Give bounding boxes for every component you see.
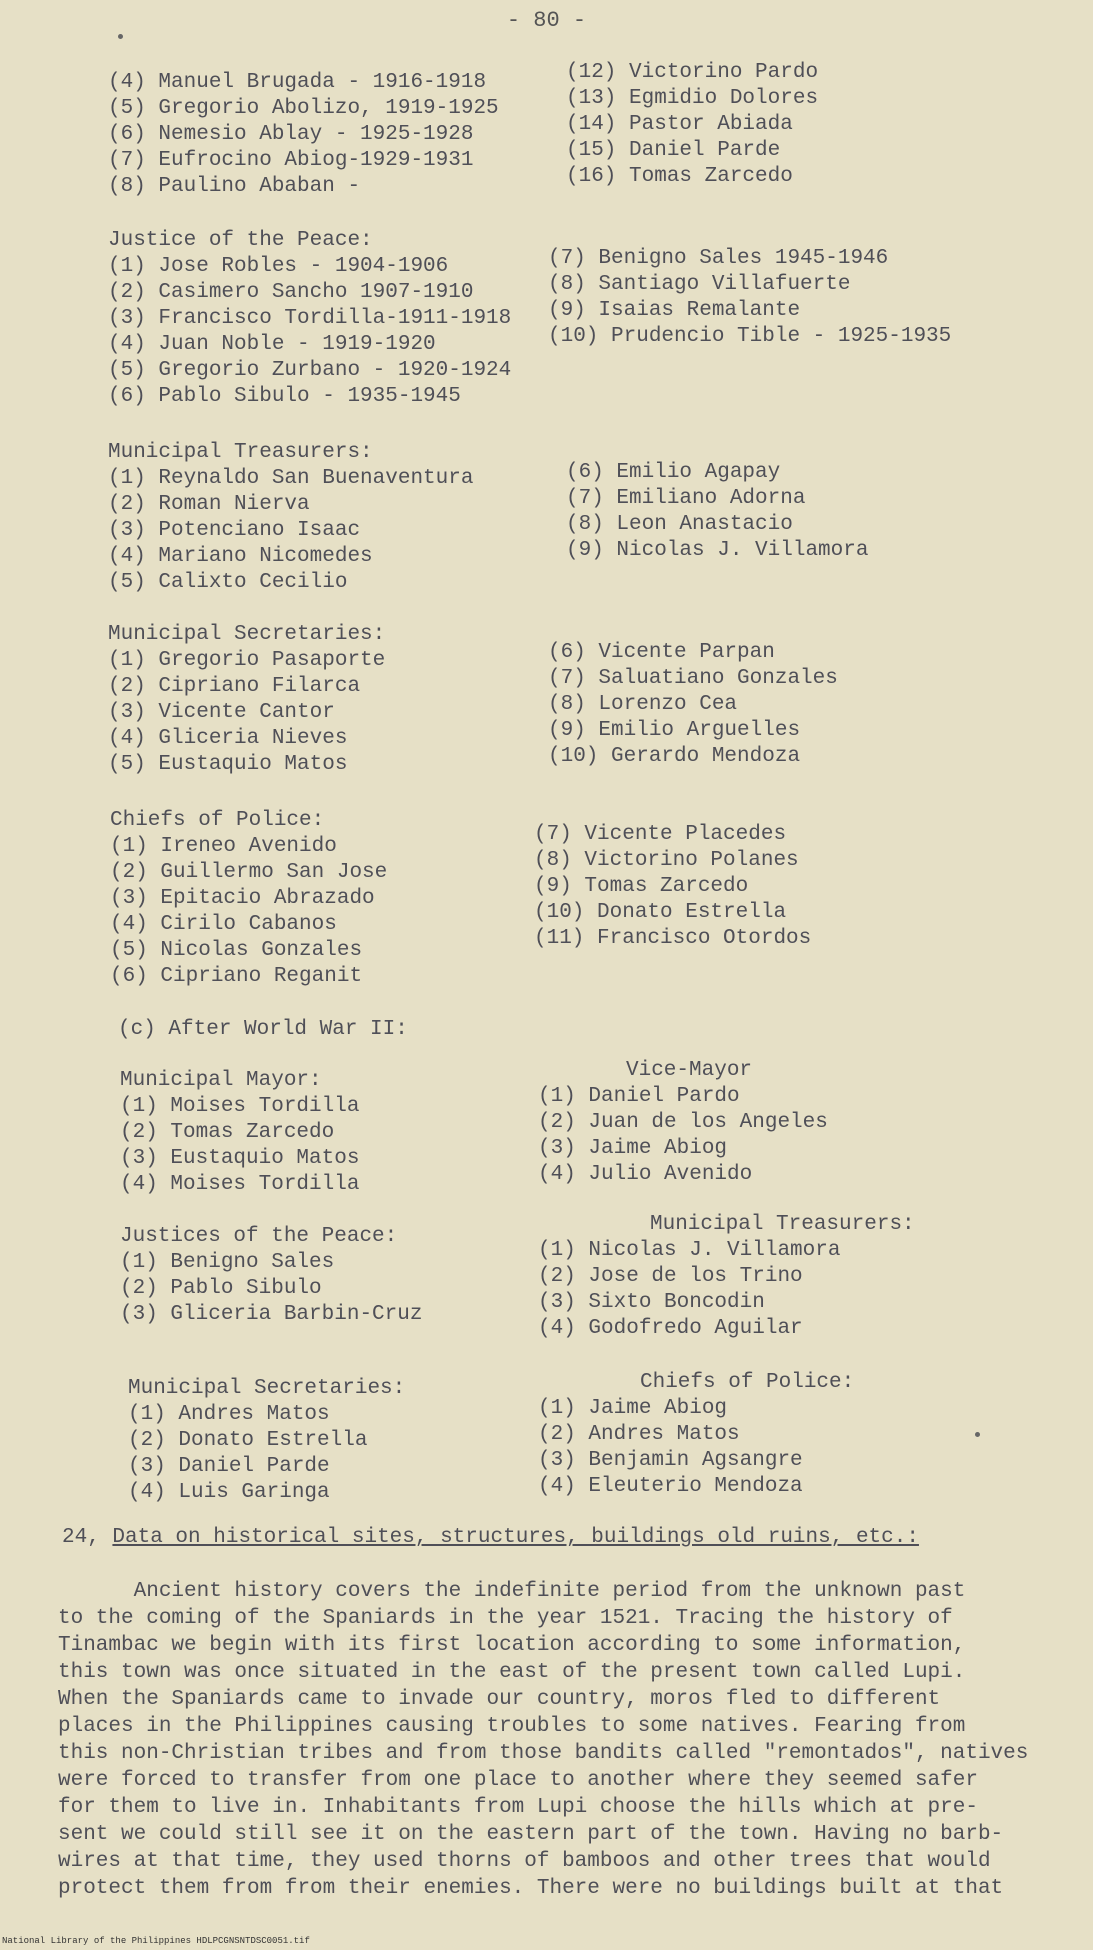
list-item: (2) Pablo Sibulo <box>120 1277 322 1300</box>
treasurers-before-left <box>108 440 473 596</box>
mayors-before-right <box>566 60 818 190</box>
list-item: (9) Emilio Arguelles <box>548 719 801 742</box>
section-heading: Municipal Treasurers: <box>108 441 373 464</box>
list-item: (15) Daniel Parde <box>566 139 781 162</box>
list-item: (8) Santiago Villafuerte <box>548 273 851 296</box>
list-item: (9) Nicolas J. Villamora <box>566 539 869 562</box>
list-item: (5) Nicolas Gonzales <box>110 939 363 962</box>
list-item: (4) Juan Noble - 1919-1920 <box>108 333 436 356</box>
list-item: (2) Casimero Sancho 1907-1910 <box>108 281 474 304</box>
list-item: (1) Moises Tordilla <box>120 1095 360 1118</box>
list-item: (4) Mariano Nicomedes <box>108 545 373 568</box>
list-item: (6) Nemesio Ablay - 1925-1928 <box>108 123 474 146</box>
text-line: wires at that time, they used thorns of bamboos and other trees that would <box>58 1850 991 1873</box>
treasurers-after <box>538 1212 915 1342</box>
secretaries-after <box>128 1376 405 1506</box>
list-item: (8) Paulino Ababan - <box>108 175 361 198</box>
text-line: this non-Christian tribes and from those bandits called "remontados", natives <box>58 1742 1029 1765</box>
text-line: When the Spaniards came to invade our country, moros fled to different <box>58 1688 941 1711</box>
text-line: Ancient history covers the indefinite period from the unknown past <box>58 1580 966 1603</box>
vice-mayor-after <box>538 1058 828 1188</box>
text-line: were forced to transfer from one place to another where they seemed safer <box>58 1769 978 1792</box>
after-war-heading: (c) After World War II: <box>118 1018 408 1041</box>
list-item: (4) Godofredo Aguilar <box>538 1317 803 1340</box>
list-item: (9) Isaias Remalante <box>548 299 801 322</box>
police-before-right <box>534 822 811 952</box>
list-item: (1) Jose Robles - 1904-1906 <box>108 255 449 278</box>
section-heading: Justice of the Peace: <box>108 229 373 252</box>
police-before-left <box>110 808 387 990</box>
list-item: (1) Reynaldo San Buenaventura <box>108 467 474 490</box>
section-number: 24, <box>62 1526 100 1549</box>
list-item: (4) Gliceria Nieves <box>108 727 348 750</box>
list-item: (5) Calixto Cecilio <box>108 571 348 594</box>
page-number: - 80 - <box>506 8 587 33</box>
list-item: (3) Jaime Abiog <box>538 1137 728 1160</box>
list-item: (4) Cirilo Cabanos <box>110 913 337 936</box>
list-item: (7) Vicente Placedes <box>534 823 787 846</box>
mayor-after <box>120 1068 359 1198</box>
text-line: for them to live in. Inhabitants from Lupi choose the hills which at pre- <box>58 1796 978 1819</box>
list-item: (14) Pastor Abiada <box>566 113 793 136</box>
list-item: (3) Sixto Boncodin <box>538 1291 765 1314</box>
list-item: (4) Eleuterio Mendoza <box>538 1475 803 1498</box>
secretaries-before-right <box>548 640 838 770</box>
list-item: (11) Francisco Otordos <box>534 927 812 950</box>
list-item: (1) Gregorio Pasaporte <box>108 649 386 672</box>
list-item: (6) Vicente Parpan <box>548 641 775 664</box>
list-item: (4) Moises Tordilla <box>120 1173 360 1196</box>
list-item: (2) Cipriano Filarca <box>108 675 361 698</box>
list-item: (3) Eustaquio Matos <box>120 1147 360 1170</box>
list-item: (6) Cipriano Reganit <box>110 965 363 988</box>
text-line: Tinambac we begin with its first location according to some information, <box>58 1634 966 1657</box>
list-item: (7) Saluatiano Gonzales <box>548 667 838 690</box>
list-item: (5) Eustaquio Matos <box>108 753 348 776</box>
list-item: (4) Manuel Brugada - 1916-1918 <box>108 71 487 94</box>
section-heading: Municipal Secretaries: <box>108 623 386 646</box>
list-item: (3) Benjamin Agsangre <box>538 1449 803 1472</box>
list-item: (4) Luis Garinga <box>128 1481 330 1504</box>
section-heading: Municipal Mayor: <box>120 1069 322 1092</box>
section-heading: Chiefs of Police: <box>110 809 325 832</box>
list-item: (2) Andres Matos <box>538 1423 740 1446</box>
text-line: sent we could still see it on the eastern part of the town. Having no barb- <box>58 1823 1004 1846</box>
list-item: (10) Donato Estrella <box>534 901 787 924</box>
justice-before-right <box>548 246 951 350</box>
section-24-heading <box>62 1526 919 1549</box>
list-item: (2) Donato Estrella <box>128 1429 368 1452</box>
list-item: (12) Victorino Pardo <box>566 61 819 84</box>
list-item: (2) Guillermo San Jose <box>110 861 388 884</box>
list-item: (3) Vicente Cantor <box>108 701 335 724</box>
section-heading: Justices of the Peace: <box>120 1225 398 1248</box>
secretaries-before-left <box>108 622 385 778</box>
list-item: (4) Julio Avenido <box>538 1163 753 1186</box>
treasurers-before-right <box>566 460 868 564</box>
list-item: (8) Victorino Polanes <box>534 849 799 872</box>
list-item: (8) Lorenzo Cea <box>548 693 738 716</box>
list-item: (6) Emilio Agapay <box>566 461 781 484</box>
list-item: (9) Tomas Zarcedo <box>534 875 749 898</box>
list-item: (1) Benigno Sales <box>120 1251 335 1274</box>
police-after <box>538 1370 854 1500</box>
section-title: Data on historical sites, structures, buildings old ruins, etc.: <box>112 1526 919 1549</box>
list-item: (7) Emiliano Adorna <box>566 487 806 510</box>
list-item: (2) Tomas Zarcedo <box>120 1121 335 1144</box>
text-line: this town was once situated in the east of the present town called Lupi. <box>58 1661 966 1684</box>
ink-speck <box>975 1432 980 1437</box>
list-item: (1) Jaime Abiog <box>538 1397 728 1420</box>
list-item: (5) Gregorio Zurbano - 1920-1924 <box>108 359 512 382</box>
list-item: (16) Tomas Zarcedo <box>566 165 793 188</box>
ink-speck <box>118 34 123 39</box>
list-item: (3) Potenciano Isaac <box>108 519 361 542</box>
list-item: (1) Daniel Pardo <box>538 1085 740 1108</box>
list-item: (3) Gliceria Barbin-Cruz <box>120 1303 423 1326</box>
list-item: (2) Juan de los Angeles <box>538 1111 828 1134</box>
list-item: (2) Jose de los Trino <box>538 1265 803 1288</box>
section-heading: Vice-Mayor <box>626 1059 753 1082</box>
text-line: protect them from from their enemies. There were no buildings built at that <box>58 1877 1004 1900</box>
list-item: (2) Roman Nierva <box>108 493 310 516</box>
section-heading: Chiefs of Police: <box>640 1371 855 1394</box>
scan-footer: National Library of the Philippines HDLPCGNSNTDSC0051.tif <box>2 1936 310 1946</box>
list-item: (6) Pablo Sibulo - 1935-1945 <box>108 385 461 408</box>
list-item: (1) Nicolas J. Villamora <box>538 1239 841 1262</box>
list-item: (5) Gregorio Abolizo, 1919-1925 <box>108 97 499 120</box>
mayors-before-left <box>108 70 499 200</box>
list-item: (3) Daniel Parde <box>128 1455 330 1478</box>
text-line: to the coming of the Spaniards in the year 1521. Tracing the history of <box>58 1607 953 1630</box>
list-item: (3) Epitacio Abrazado <box>110 887 375 910</box>
section-heading: Municipal Secretaries: <box>128 1377 406 1400</box>
history-paragraph <box>58 1578 1058 1902</box>
list-item: (13) Egmidio Dolores <box>566 87 819 110</box>
text-line: places in the Philippines causing troubles to some natives. Fearing from <box>58 1715 966 1738</box>
list-item: (1) Andres Matos <box>128 1403 330 1426</box>
list-item: (10) Gerardo Mendoza <box>548 745 801 768</box>
justice-before-left <box>108 228 511 410</box>
section-heading: Municipal Treasurers: <box>650 1213 915 1236</box>
justices-after <box>120 1224 422 1328</box>
list-item: (7) Eufrocino Abiog-1929-1931 <box>108 149 474 172</box>
list-item: (10) Prudencio Tible - 1925-1935 <box>548 325 952 348</box>
list-item: (3) Francisco Tordilla-1911-1918 <box>108 307 512 330</box>
list-item: (7) Benigno Sales 1945-1946 <box>548 247 889 270</box>
list-item: (8) Leon Anastacio <box>566 513 793 536</box>
list-item: (1) Ireneo Avenido <box>110 835 337 858</box>
